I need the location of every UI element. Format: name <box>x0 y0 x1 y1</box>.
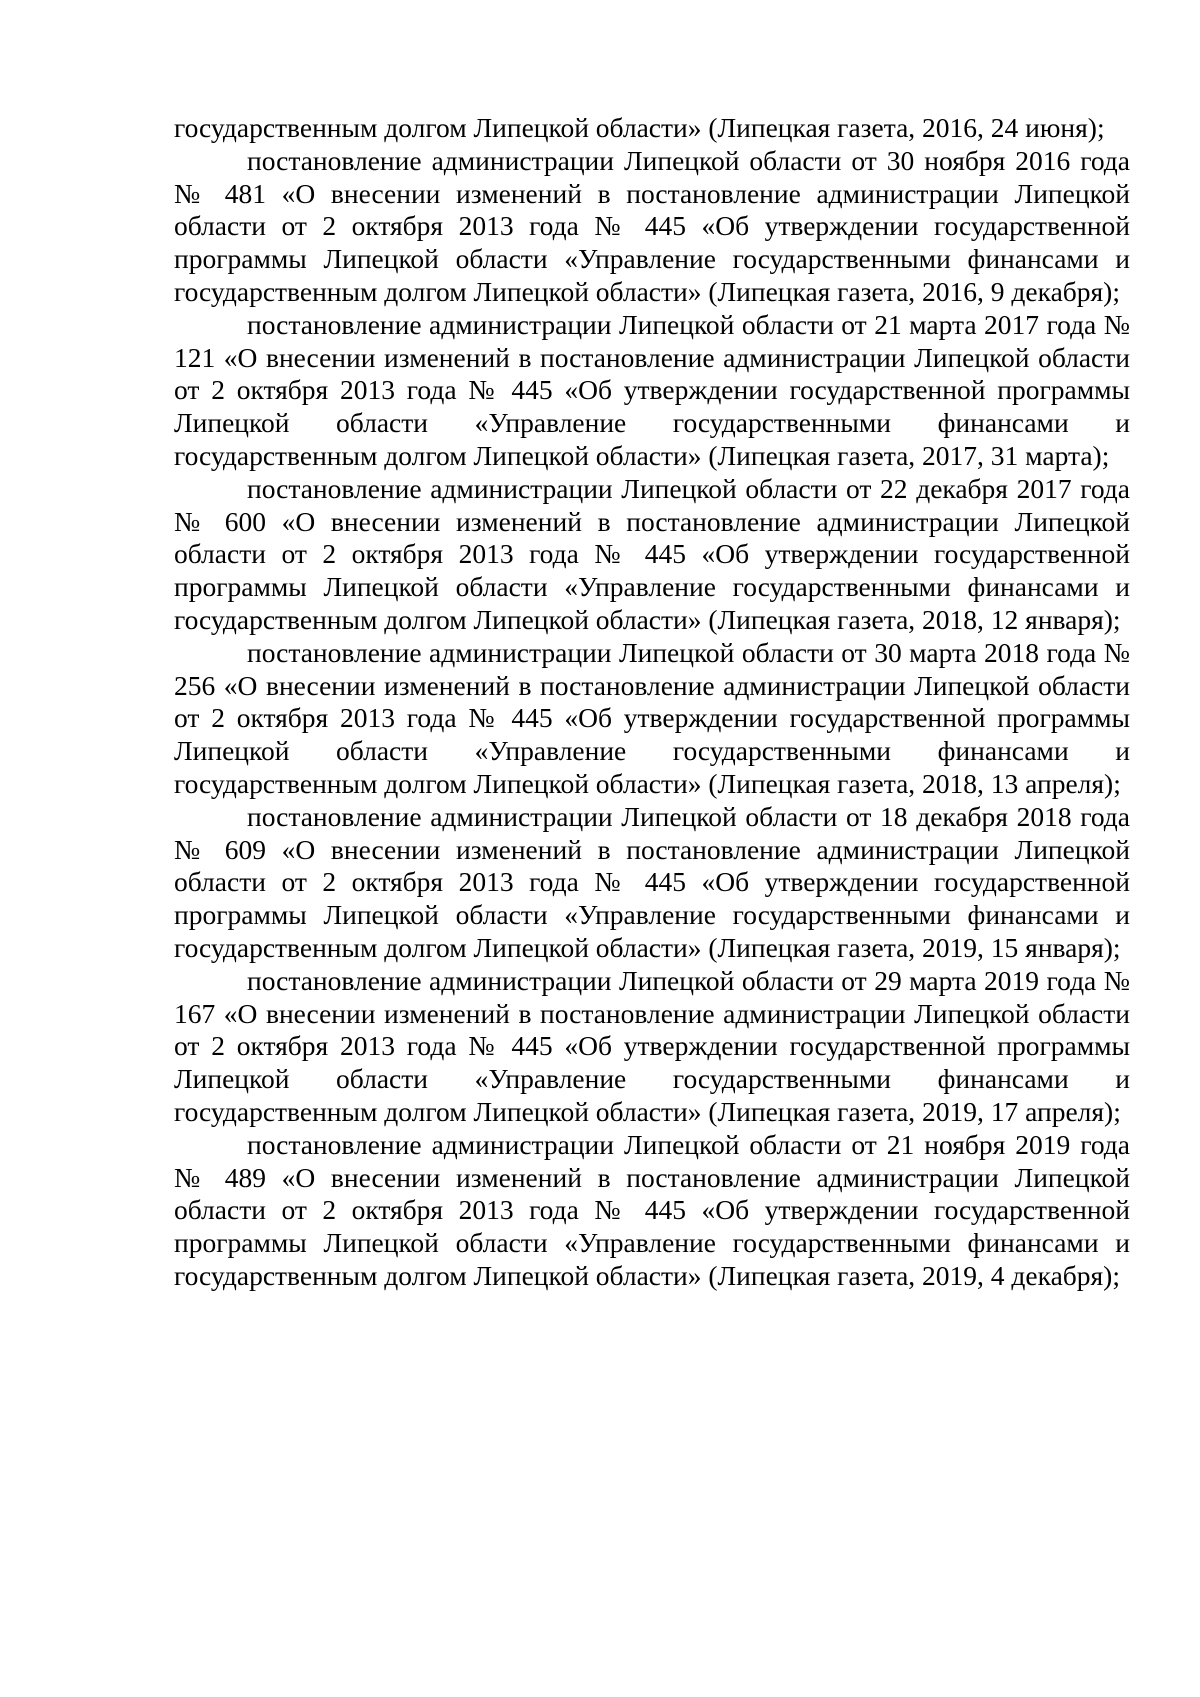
paragraph-resolution-121: постановление администрации Липецкой области от 21 марта 2017 года № 121 «О внесении изменений в постановление администрации Липецкой области от 2 октября 2013 года № 445 «Об утверждении государственной программы Липецкой области «Управление государственными финансами и государственным долгом Липецкой области» (Липецкая газета, 2017, 31 марта); <box>174 308 1130 471</box>
paragraph-resolution-489: постановление администрации Липецкой области от 21 ноября 2019 года № 489 «О внесении изменений в постановление администрации Липецкой области от 2 октября 2013 года № 445 «Об утверждении государственной программы Липецкой области «Управление государственными финансами и государственным долгом Липецкой области» (Липецкая газета, 2019, 4 декабря); <box>174 1128 1130 1291</box>
paragraph-continuation: государственным долгом Липецкой области» (Липецкая газета, 2016, 24 июня); <box>174 112 1105 143</box>
paragraph-resolution-167: постановление администрации Липецкой области от 29 марта 2019 года № 167 «О внесении изменений в постановление администрации Липецкой области от 2 октября 2013 года № 445 «Об утверждении государственной программы Липецкой области «Управление государственными финансами и государственным долгом Липецкой области» (Липецкая газета, 2019, 17 апреля); <box>174 964 1130 1127</box>
document-body <box>174 112 1130 1293</box>
paragraph-resolution-481: постановление администрации Липецкой области от 30 ноября 2016 года № 481 «О внесении изменений в постановление администрации Липецкой области от 2 октября 2013 года № 445 «Об утверждении государственной программы Липецкой области «Управление государственными финансами и государственным долгом Липецкой области» (Липецкая газета, 2016, 9 декабря); <box>174 144 1130 307</box>
paragraph-resolution-256: постановление администрации Липецкой области от 30 марта 2018 года № 256 «О внесении изменений в постановление администрации Липецкой области от 2 октября 2013 года № 445 «Об утверждении государственной программы Липецкой области «Управление государственными финансами и государственным долгом Липецкой области» (Липецкая газета, 2018, 13 апреля); <box>174 636 1130 799</box>
paragraph-resolution-600: постановление администрации Липецкой области от 22 декабря 2017 года № 600 «О внесении изменений в постановление администрации Липецкой области от 2 октября 2013 года № 445 «Об утверждении государственной программы Липецкой области «Управление государственными финансами и государственным долгом Липецкой области» (Липецкая газета, 2018, 12 января); <box>174 472 1130 635</box>
paragraph-resolution-609: постановление администрации Липецкой области от 18 декабря 2018 года № 609 «О внесении изменений в постановление администрации Липецкой области от 2 октября 2013 года № 445 «Об утверждении государственной программы Липецкой области «Управление государственными финансами и государственным долгом Липецкой области» (Липецкая газета, 2019, 15 января); <box>174 800 1130 963</box>
